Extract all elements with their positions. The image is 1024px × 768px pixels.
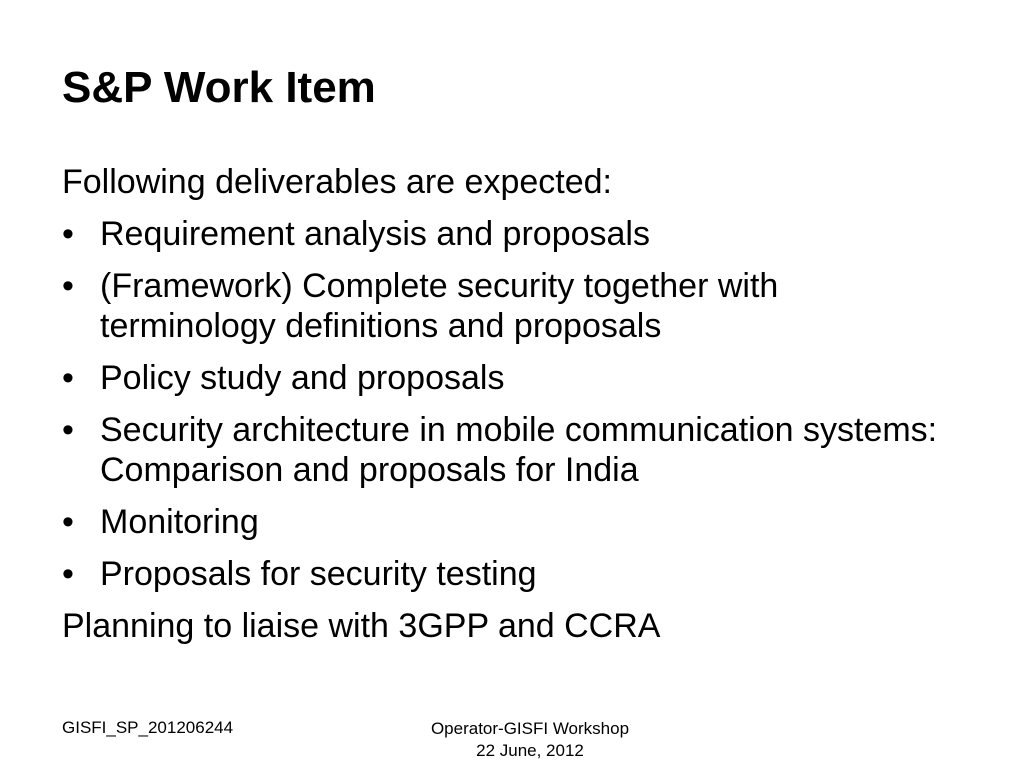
list-item-text: Policy study and proposals <box>100 359 505 397</box>
outro-text: Planning to liaise with 3GPP and CCRA <box>62 607 661 645</box>
bullet-icon: • <box>62 411 74 449</box>
intro-text: Following deliverables are expected: <box>62 163 612 201</box>
deliverables-list <box>62 214 962 594</box>
list-item-text: Proposals for security testing <box>100 555 537 593</box>
footer-doc-id: GISFI_SP_201206244 <box>62 718 234 737</box>
list-item <box>62 410 960 490</box>
list-item-text: Monitoring <box>100 503 259 541</box>
list-item <box>62 214 960 254</box>
bullet-icon: • <box>62 215 74 253</box>
list-item <box>62 502 960 542</box>
bullet-icon: • <box>62 503 74 541</box>
bullet-icon: • <box>62 267 74 305</box>
footer-event-info <box>395 718 665 762</box>
slide-title: S&P Work Item <box>62 63 376 112</box>
list-item <box>62 358 960 398</box>
list-item-text: Security architecture in mobile communication systems: Comparison and proposals for India <box>100 411 938 489</box>
bullet-icon: • <box>62 555 74 593</box>
bullet-icon: • <box>62 359 74 397</box>
footer-date: 22 June, 2012 <box>476 741 584 760</box>
list-item <box>62 266 960 346</box>
list-item-text: (Framework) Complete security together with terminology definitions and proposals <box>100 267 779 345</box>
list-item-text: Requirement analysis and proposals <box>100 215 650 253</box>
footer-event: Operator-GISFI Workshop <box>430 719 630 738</box>
slide-body <box>62 162 962 658</box>
list-item <box>62 554 960 594</box>
